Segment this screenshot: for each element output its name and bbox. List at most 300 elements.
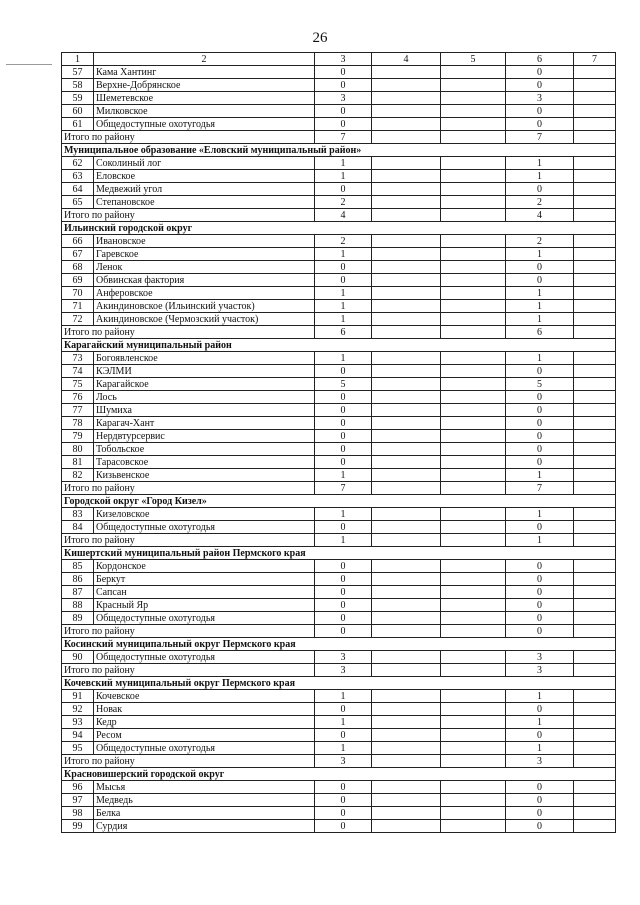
hunting-ground-name: Степановское (94, 196, 315, 209)
row-number: 90 (62, 651, 94, 664)
value-col-4 (372, 729, 441, 742)
row-number: 80 (62, 443, 94, 456)
district-total-label: Итого по району (62, 209, 315, 222)
value-col-6: 1 (506, 742, 574, 755)
value-col-5 (441, 586, 506, 599)
table-row (62, 651, 616, 664)
section-title: Ильинский городской округ (62, 222, 616, 235)
row-number: 82 (62, 469, 94, 482)
table-body (62, 53, 616, 833)
value-col-3: 0 (315, 391, 372, 404)
table-row (62, 716, 616, 729)
row-number: 64 (62, 183, 94, 196)
hunting-ground-name: Милковское (94, 105, 315, 118)
row-number: 87 (62, 586, 94, 599)
district-total-row (62, 209, 616, 222)
hunting-ground-name: Обвинская фактория (94, 274, 315, 287)
value-col-5 (441, 729, 506, 742)
section-title: Красновишерский городской округ (62, 768, 616, 781)
table-row (62, 235, 616, 248)
table-row (62, 560, 616, 573)
district-total-row (62, 482, 616, 495)
row-number: 91 (62, 690, 94, 703)
total-col-4 (372, 209, 441, 222)
value-col-4 (372, 742, 441, 755)
value-col-4 (372, 586, 441, 599)
value-col-7 (574, 716, 616, 729)
table-row (62, 118, 616, 131)
column-header: 2 (94, 53, 315, 66)
value-col-6: 0 (506, 703, 574, 716)
row-number: 59 (62, 92, 94, 105)
total-col-4 (372, 534, 441, 547)
hunting-ground-name: Медвежий угол (94, 183, 315, 196)
hunting-ground-name: Новак (94, 703, 315, 716)
hunting-ground-name: Кама Хантинг (94, 66, 315, 79)
value-col-7 (574, 391, 616, 404)
table-row (62, 79, 616, 92)
value-col-5 (441, 456, 506, 469)
value-col-3: 0 (315, 183, 372, 196)
value-col-4 (372, 313, 441, 326)
value-col-5 (441, 703, 506, 716)
total-col-6: 7 (506, 131, 574, 144)
table-row (62, 469, 616, 482)
hunting-ground-name: Кизеловское (94, 508, 315, 521)
district-total-label: Итого по району (62, 664, 315, 677)
total-col-6: 3 (506, 755, 574, 768)
value-col-3: 1 (315, 157, 372, 170)
district-total-row (62, 326, 616, 339)
row-number: 97 (62, 794, 94, 807)
table-row (62, 781, 616, 794)
value-col-6: 0 (506, 404, 574, 417)
value-col-7 (574, 261, 616, 274)
value-col-5 (441, 781, 506, 794)
hunting-ground-name: Кордонское (94, 560, 315, 573)
value-col-5 (441, 274, 506, 287)
value-col-5 (441, 521, 506, 534)
value-col-6: 0 (506, 456, 574, 469)
value-col-3: 1 (315, 690, 372, 703)
value-col-6: 0 (506, 729, 574, 742)
district-total-row (62, 755, 616, 768)
row-number: 83 (62, 508, 94, 521)
table-row (62, 573, 616, 586)
value-col-3: 0 (315, 443, 372, 456)
value-col-6: 1 (506, 352, 574, 365)
value-col-7 (574, 417, 616, 430)
hunting-ground-name: Лось (94, 391, 315, 404)
hunting-ground-name: Красный Яр (94, 599, 315, 612)
value-col-5 (441, 807, 506, 820)
row-number: 98 (62, 807, 94, 820)
total-col-4 (372, 131, 441, 144)
value-col-7 (574, 430, 616, 443)
value-col-5 (441, 742, 506, 755)
table-row (62, 248, 616, 261)
value-col-6: 0 (506, 66, 574, 79)
value-col-5 (441, 794, 506, 807)
value-col-5 (441, 248, 506, 261)
column-header: 4 (372, 53, 441, 66)
value-col-6: 0 (506, 612, 574, 625)
value-col-4 (372, 248, 441, 261)
value-col-4 (372, 79, 441, 92)
value-col-7 (574, 456, 616, 469)
value-col-5 (441, 404, 506, 417)
hunting-ground-name: Мысья (94, 781, 315, 794)
row-number: 79 (62, 430, 94, 443)
district-total-label: Итого по району (62, 482, 315, 495)
section-header-row (62, 339, 616, 352)
value-col-3: 0 (315, 274, 372, 287)
value-col-7 (574, 651, 616, 664)
value-col-3: 1 (315, 287, 372, 300)
column-header: 1 (62, 53, 94, 66)
value-col-3: 0 (315, 599, 372, 612)
value-col-6: 0 (506, 521, 574, 534)
table-row (62, 352, 616, 365)
total-col-6: 3 (506, 664, 574, 677)
district-total-label: Итого по району (62, 534, 315, 547)
value-col-5 (441, 92, 506, 105)
value-col-6: 1 (506, 300, 574, 313)
section-title: Кочевский муниципальный округ Пермского края (62, 677, 616, 690)
value-col-7 (574, 66, 616, 79)
value-col-7 (574, 248, 616, 261)
table-row (62, 612, 616, 625)
value-col-4 (372, 690, 441, 703)
district-total-label: Итого по району (62, 755, 315, 768)
value-col-3: 0 (315, 820, 372, 833)
value-col-5 (441, 261, 506, 274)
row-number: 68 (62, 261, 94, 274)
value-col-3: 1 (315, 508, 372, 521)
value-col-3: 1 (315, 248, 372, 261)
value-col-4 (372, 651, 441, 664)
section-header-row (62, 547, 616, 560)
value-col-5 (441, 612, 506, 625)
hunting-ground-name: Сапсан (94, 586, 315, 599)
row-number: 92 (62, 703, 94, 716)
total-col-3: 0 (315, 625, 372, 638)
value-col-7 (574, 742, 616, 755)
hunting-ground-name: Общедоступные охотугодья (94, 742, 315, 755)
total-col-7 (574, 534, 616, 547)
value-col-3: 2 (315, 235, 372, 248)
page-number: 26 (312, 30, 328, 46)
value-col-3: 1 (315, 313, 372, 326)
value-col-3: 0 (315, 612, 372, 625)
table-row (62, 807, 616, 820)
total-col-7 (574, 209, 616, 222)
value-col-4 (372, 170, 441, 183)
value-col-3: 0 (315, 365, 372, 378)
row-number: 72 (62, 313, 94, 326)
value-col-5 (441, 196, 506, 209)
value-col-5 (441, 365, 506, 378)
value-col-6: 1 (506, 170, 574, 183)
table-row (62, 391, 616, 404)
total-col-3: 4 (315, 209, 372, 222)
total-col-5 (441, 755, 506, 768)
value-col-3: 0 (315, 794, 372, 807)
row-number: 62 (62, 157, 94, 170)
table-row (62, 508, 616, 521)
district-total-row (62, 131, 616, 144)
value-col-4 (372, 430, 441, 443)
row-number: 86 (62, 573, 94, 586)
table-row (62, 274, 616, 287)
value-col-4 (372, 794, 441, 807)
total-col-3: 7 (315, 131, 372, 144)
value-col-4 (372, 716, 441, 729)
column-header: 3 (315, 53, 372, 66)
column-header: 7 (574, 53, 616, 66)
value-col-3: 0 (315, 261, 372, 274)
table-row (62, 820, 616, 833)
hunting-ground-name: Шумиха (94, 404, 315, 417)
row-number: 89 (62, 612, 94, 625)
value-col-4 (372, 66, 441, 79)
total-col-6: 0 (506, 625, 574, 638)
value-col-5 (441, 690, 506, 703)
value-col-4 (372, 508, 441, 521)
value-col-6: 3 (506, 651, 574, 664)
value-col-5 (441, 573, 506, 586)
value-col-4 (372, 820, 441, 833)
table-row (62, 261, 616, 274)
value-col-5 (441, 508, 506, 521)
value-col-5 (441, 430, 506, 443)
total-col-5 (441, 534, 506, 547)
total-col-7 (574, 131, 616, 144)
row-number: 88 (62, 599, 94, 612)
value-col-6: 0 (506, 261, 574, 274)
value-col-4 (372, 599, 441, 612)
row-number: 93 (62, 716, 94, 729)
value-col-7 (574, 508, 616, 521)
value-col-3: 5 (315, 378, 372, 391)
section-title: Городской округ «Город Кизел» (62, 495, 616, 508)
value-col-7 (574, 313, 616, 326)
value-col-6: 1 (506, 248, 574, 261)
row-number: 77 (62, 404, 94, 417)
value-col-6: 1 (506, 469, 574, 482)
value-col-4 (372, 261, 441, 274)
hunting-ground-name: Медведь (94, 794, 315, 807)
value-col-6: 0 (506, 417, 574, 430)
hunting-ground-name: Сурдия (94, 820, 315, 833)
hunting-ground-name: Акиндиновское (Ильинский участок) (94, 300, 315, 313)
section-header-row (62, 768, 616, 781)
row-number: 58 (62, 79, 94, 92)
total-col-7 (574, 755, 616, 768)
value-col-6: 2 (506, 235, 574, 248)
value-col-5 (441, 560, 506, 573)
total-col-7 (574, 482, 616, 495)
value-col-6: 0 (506, 365, 574, 378)
value-col-7 (574, 170, 616, 183)
value-col-7 (574, 807, 616, 820)
value-col-4 (372, 703, 441, 716)
section-header-row (62, 144, 616, 157)
value-col-5 (441, 79, 506, 92)
value-col-7 (574, 287, 616, 300)
value-col-3: 1 (315, 469, 372, 482)
value-col-4 (372, 807, 441, 820)
value-col-7 (574, 573, 616, 586)
total-col-3: 1 (315, 534, 372, 547)
row-number: 71 (62, 300, 94, 313)
total-col-7 (574, 625, 616, 638)
row-number: 75 (62, 378, 94, 391)
row-number: 57 (62, 66, 94, 79)
value-col-4 (372, 560, 441, 573)
table-row (62, 157, 616, 170)
value-col-4 (372, 404, 441, 417)
row-number: 61 (62, 118, 94, 131)
value-col-4 (372, 287, 441, 300)
value-col-7 (574, 105, 616, 118)
value-col-7 (574, 820, 616, 833)
value-col-6: 0 (506, 560, 574, 573)
value-col-4 (372, 92, 441, 105)
value-col-7 (574, 703, 616, 716)
value-col-4 (372, 417, 441, 430)
row-number: 84 (62, 521, 94, 534)
table-row (62, 287, 616, 300)
district-total-label: Итого по району (62, 131, 315, 144)
table-row (62, 183, 616, 196)
total-col-4 (372, 326, 441, 339)
value-col-5 (441, 300, 506, 313)
table-row (62, 92, 616, 105)
total-col-4 (372, 664, 441, 677)
district-total-row (62, 664, 616, 677)
total-col-5 (441, 209, 506, 222)
value-col-5 (441, 313, 506, 326)
value-col-5 (441, 235, 506, 248)
hunting-ground-name: Гаревское (94, 248, 315, 261)
value-col-6: 2 (506, 196, 574, 209)
value-col-5 (441, 105, 506, 118)
hunting-ground-name: Еловское (94, 170, 315, 183)
value-col-7 (574, 274, 616, 287)
value-col-5 (441, 66, 506, 79)
value-col-5 (441, 118, 506, 131)
section-header-row (62, 677, 616, 690)
total-col-6: 1 (506, 534, 574, 547)
row-number: 70 (62, 287, 94, 300)
table-row (62, 521, 616, 534)
row-number: 65 (62, 196, 94, 209)
table-row (62, 417, 616, 430)
value-col-7 (574, 690, 616, 703)
value-col-7 (574, 352, 616, 365)
table-row (62, 196, 616, 209)
value-col-7 (574, 300, 616, 313)
table-row (62, 66, 616, 79)
value-col-5 (441, 599, 506, 612)
hunting-ground-name: Тарасовское (94, 456, 315, 469)
value-col-7 (574, 560, 616, 573)
hunting-ground-name: Верхне-Добрянское (94, 79, 315, 92)
hunting-ground-name: Богоявленское (94, 352, 315, 365)
row-number: 94 (62, 729, 94, 742)
value-col-7 (574, 521, 616, 534)
value-col-3: 0 (315, 521, 372, 534)
table-row (62, 313, 616, 326)
value-col-6: 0 (506, 118, 574, 131)
value-col-7 (574, 157, 616, 170)
value-col-3: 1 (315, 716, 372, 729)
row-number: 63 (62, 170, 94, 183)
hunting-ground-name: Шеметевское (94, 92, 315, 105)
hunting-grounds-table (61, 52, 616, 833)
value-col-6: 0 (506, 573, 574, 586)
value-col-7 (574, 378, 616, 391)
value-col-6: 0 (506, 105, 574, 118)
section-header-row (62, 222, 616, 235)
column-header: 6 (506, 53, 574, 66)
hunting-ground-name: Ленок (94, 261, 315, 274)
total-col-4 (372, 755, 441, 768)
value-col-7 (574, 469, 616, 482)
value-col-5 (441, 443, 506, 456)
section-title: Кишертский муниципальный район Пермского края (62, 547, 616, 560)
table-row (62, 170, 616, 183)
value-col-7 (574, 183, 616, 196)
hunting-ground-name: Общедоступные охотугодья (94, 651, 315, 664)
value-col-3: 0 (315, 430, 372, 443)
column-header: 5 (441, 53, 506, 66)
row-number: 76 (62, 391, 94, 404)
value-col-5 (441, 378, 506, 391)
value-col-3: 0 (315, 79, 372, 92)
value-col-3: 0 (315, 586, 372, 599)
row-number: 95 (62, 742, 94, 755)
value-col-7 (574, 599, 616, 612)
value-col-6: 0 (506, 586, 574, 599)
row-number: 73 (62, 352, 94, 365)
value-col-6: 1 (506, 313, 574, 326)
total-col-6: 6 (506, 326, 574, 339)
table-row (62, 794, 616, 807)
table-row (62, 703, 616, 716)
row-number: 74 (62, 365, 94, 378)
hunting-ground-name: Белка (94, 807, 315, 820)
hunting-ground-name: Общедоступные охотугодья (94, 612, 315, 625)
value-col-4 (372, 105, 441, 118)
value-col-3: 1 (315, 352, 372, 365)
row-number: 96 (62, 781, 94, 794)
total-col-5 (441, 625, 506, 638)
value-col-7 (574, 781, 616, 794)
value-col-5 (441, 352, 506, 365)
value-col-7 (574, 92, 616, 105)
value-col-4 (372, 443, 441, 456)
value-col-3: 0 (315, 573, 372, 586)
value-col-5 (441, 391, 506, 404)
value-col-3: 0 (315, 560, 372, 573)
value-col-6: 3 (506, 92, 574, 105)
value-col-3: 0 (315, 781, 372, 794)
value-col-3: 0 (315, 66, 372, 79)
value-col-4 (372, 365, 441, 378)
row-number: 78 (62, 417, 94, 430)
